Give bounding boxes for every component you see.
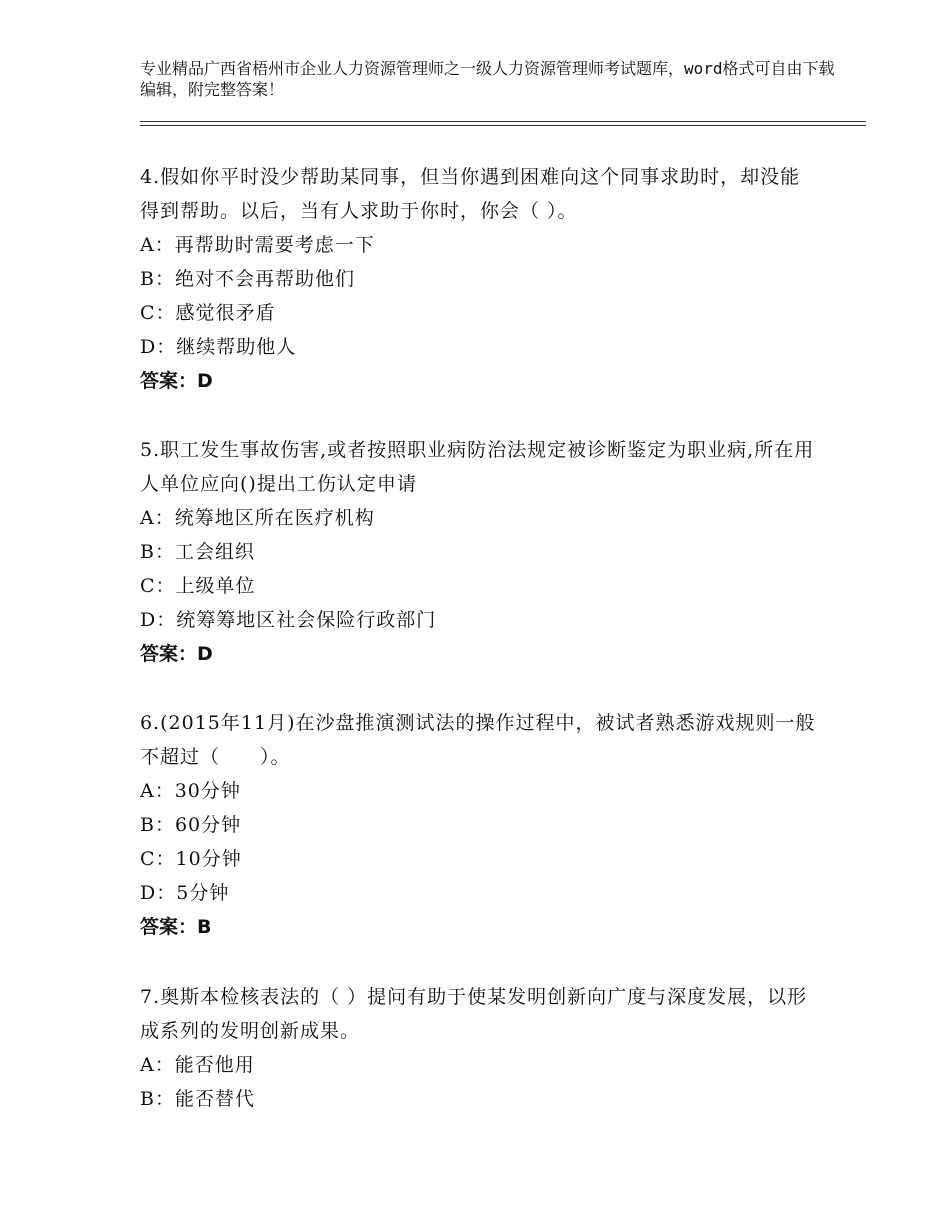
option-b: B：60分钟 [140,814,242,836]
answer: 答案：D [140,370,213,392]
header-divider [140,121,866,126]
header-title: 专业精品广西省梧州市企业人力资源管理师之一级人力资源管理师考试题库，word格式可自由下载编辑，附完整答案！ [140,59,835,99]
option-d: D：5分钟 [140,882,230,904]
option-d: D：继续帮助他人 [140,336,297,358]
option-b: B：能否替代 [140,1088,255,1110]
question-7 [140,980,820,1116]
answer: 答案：D [140,643,213,665]
option-a: A：统筹地区所在医疗机构 [140,507,375,529]
document-header [140,58,840,100]
option-b: B：工会组织 [140,541,255,563]
question-stem: 4.假如你平时没少帮助某同事，但当你遇到困难向这个同事求助时，却没能得到帮助。以后，当有人求助于你时，你会（ ）。 [140,166,801,222]
question-stem: 7.奥斯本检核表法的（ ）提问有助于使某发明创新向广度与深度发展，以形成系列的发明创新成果。 [140,986,808,1042]
option-b: B：绝对不会再帮助他们 [140,268,355,290]
option-a: A：能否他用 [140,1054,255,1076]
question-6 [140,706,820,944]
answer: 答案：B [140,916,212,938]
question-stem: 6.(2015年11月)在沙盘推演测试法的操作过程中，被试者熟悉游戏规则一般不超过（ ）。 [140,712,816,768]
option-d: D：统筹筹地区社会保险行政部门 [140,609,437,631]
option-a: A：30分钟 [140,780,241,802]
question-stem: 5.职工发生事故伤害,或者按照职业病防治法规定被诊断鉴定为职业病,所在用人单位应向()提出工伤认定申请 [140,439,815,495]
question-5 [140,433,820,671]
option-c: C：感觉很矛盾 [140,302,276,324]
question-4 [140,160,820,398]
option-c: C：10分钟 [140,848,242,870]
option-c: C：上级单位 [140,575,256,597]
option-a: A：再帮助时需要考虑一下 [140,234,375,256]
